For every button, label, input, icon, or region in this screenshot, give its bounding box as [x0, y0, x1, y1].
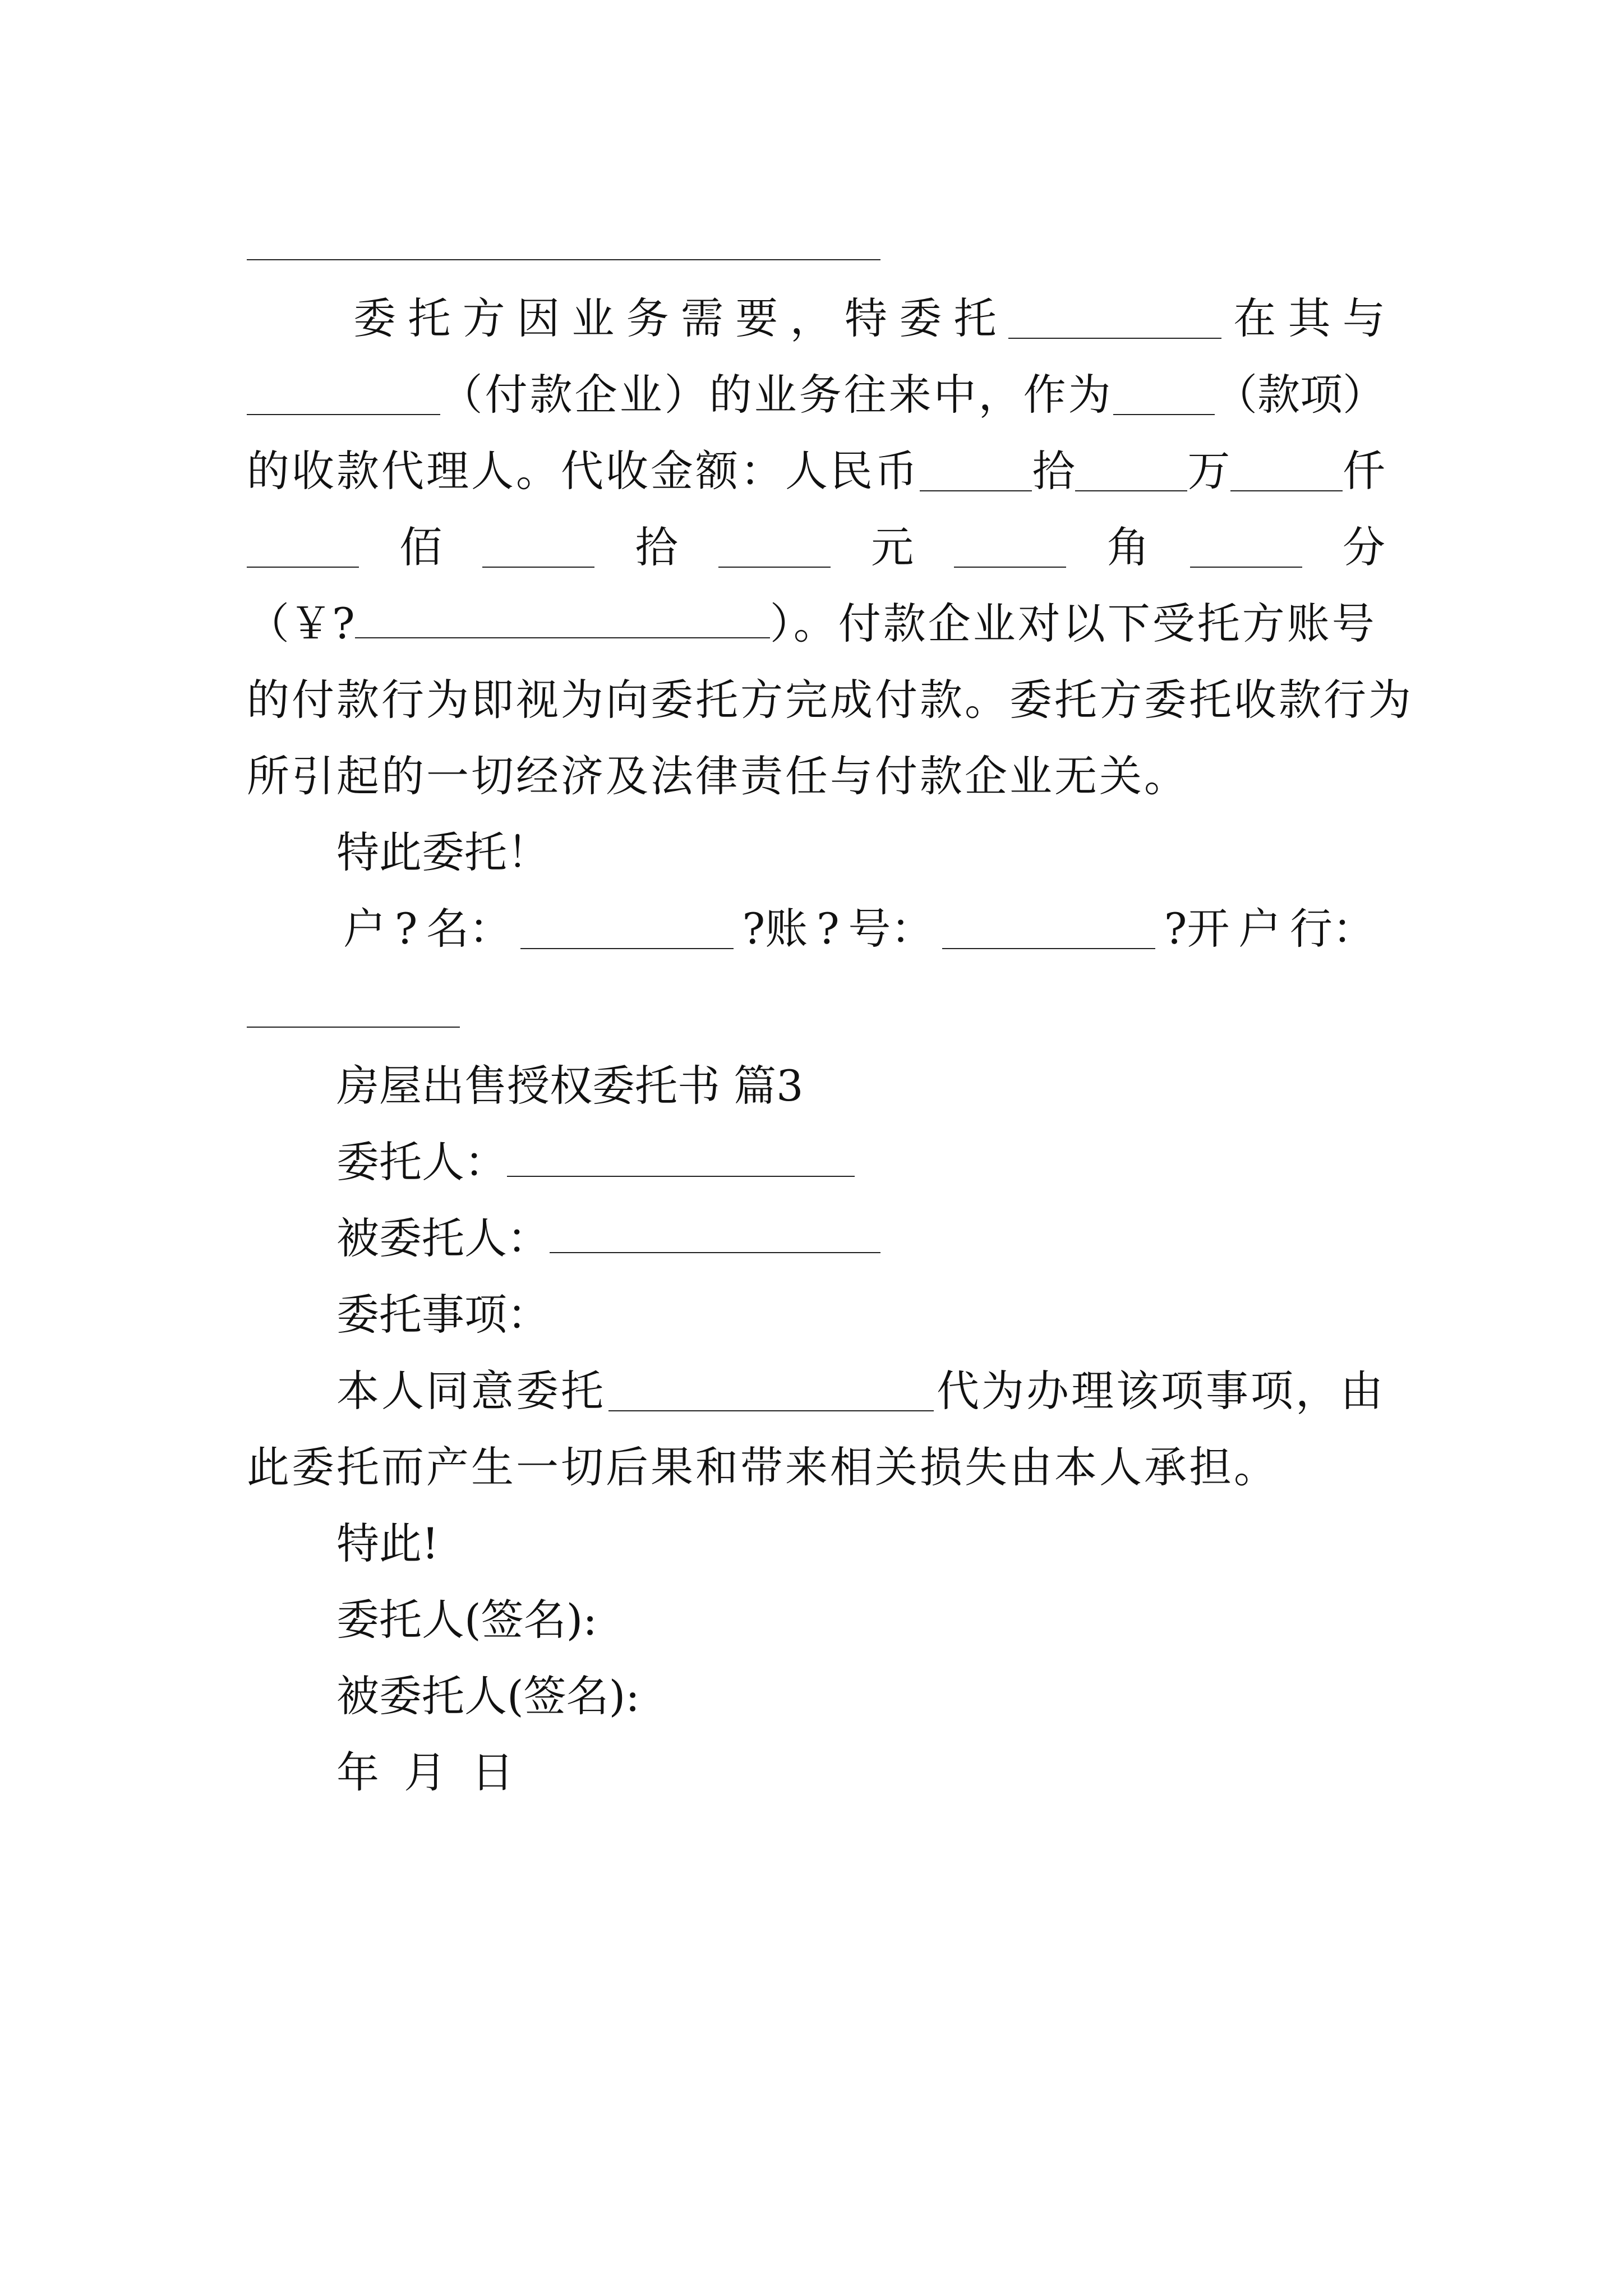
special-note-2: 特此!	[336, 1519, 439, 1568]
payment-item-blank	[1113, 375, 1215, 415]
account-line: 户 ? 名： ?账 ? 号： ?开 户 行：	[343, 904, 1375, 954]
client-blank	[507, 1137, 855, 1177]
consent-line-2: 此委托而产生一切后果和带来相关损失由本人承担。	[247, 1442, 1279, 1492]
consent-agent-blank	[608, 1371, 934, 1411]
amount-blank-2	[1075, 451, 1187, 491]
amount-blank-1	[920, 451, 1032, 491]
paragraph-line-7: 所引起的一切经济及法律责任与付款企业无关。	[247, 751, 1189, 801]
account-number-blank	[942, 909, 1155, 949]
payer-blank	[247, 375, 440, 415]
consent-line-1: 本人同意委托 代为办理该项事项，由	[336, 1366, 1385, 1416]
amount-blank-5	[482, 527, 594, 568]
special-note: 特此委托！	[336, 827, 550, 877]
amount-blank-8	[1190, 527, 1302, 568]
date-line: 年 月 日	[336, 1747, 514, 1797]
amount-blank-6	[718, 527, 831, 568]
top-divider-line	[247, 259, 880, 260]
client-field: 委托人：	[336, 1124, 1385, 1200]
paragraph-line-1: 委 托 方 因 业 务 需 要 ， 特 委 托 在 其 与	[353, 293, 1385, 343]
amount-figure-blank	[355, 598, 770, 638]
paragraph-line-6: 的付款行为即视为向委托方完成付款。委托方委托收款行为	[247, 675, 1413, 725]
amount-blank-3	[1230, 451, 1343, 491]
amount-blank-7	[954, 527, 1066, 568]
paragraph-line-2: （付款企业）的业务往来中，作为 （款项）	[247, 357, 1385, 433]
paragraph-line-3: 的收款代理人。代收金额：人民币 拾 万 仟	[247, 446, 1385, 496]
agent-blank	[550, 1213, 880, 1253]
agent-field: 被委托人：	[336, 1200, 1385, 1277]
agent-signature: 被委托人(签名):	[336, 1671, 640, 1721]
amount-blank-4	[247, 527, 359, 568]
bank-name-blank	[247, 1027, 460, 1028]
matter-label: 委托事项：	[336, 1290, 550, 1340]
paragraph-line-5: （￥? ）。付款企业对以下受托方账号	[247, 599, 1377, 648]
paragraph-line-4: 佰 拾 元 角 分	[247, 509, 1385, 586]
client-signature: 委托人(签名):	[336, 1595, 597, 1645]
section-title: 房屋出售授权委托书 篇3	[336, 1061, 804, 1111]
agent-name-blank	[1008, 298, 1221, 339]
account-name-blank	[520, 909, 734, 949]
